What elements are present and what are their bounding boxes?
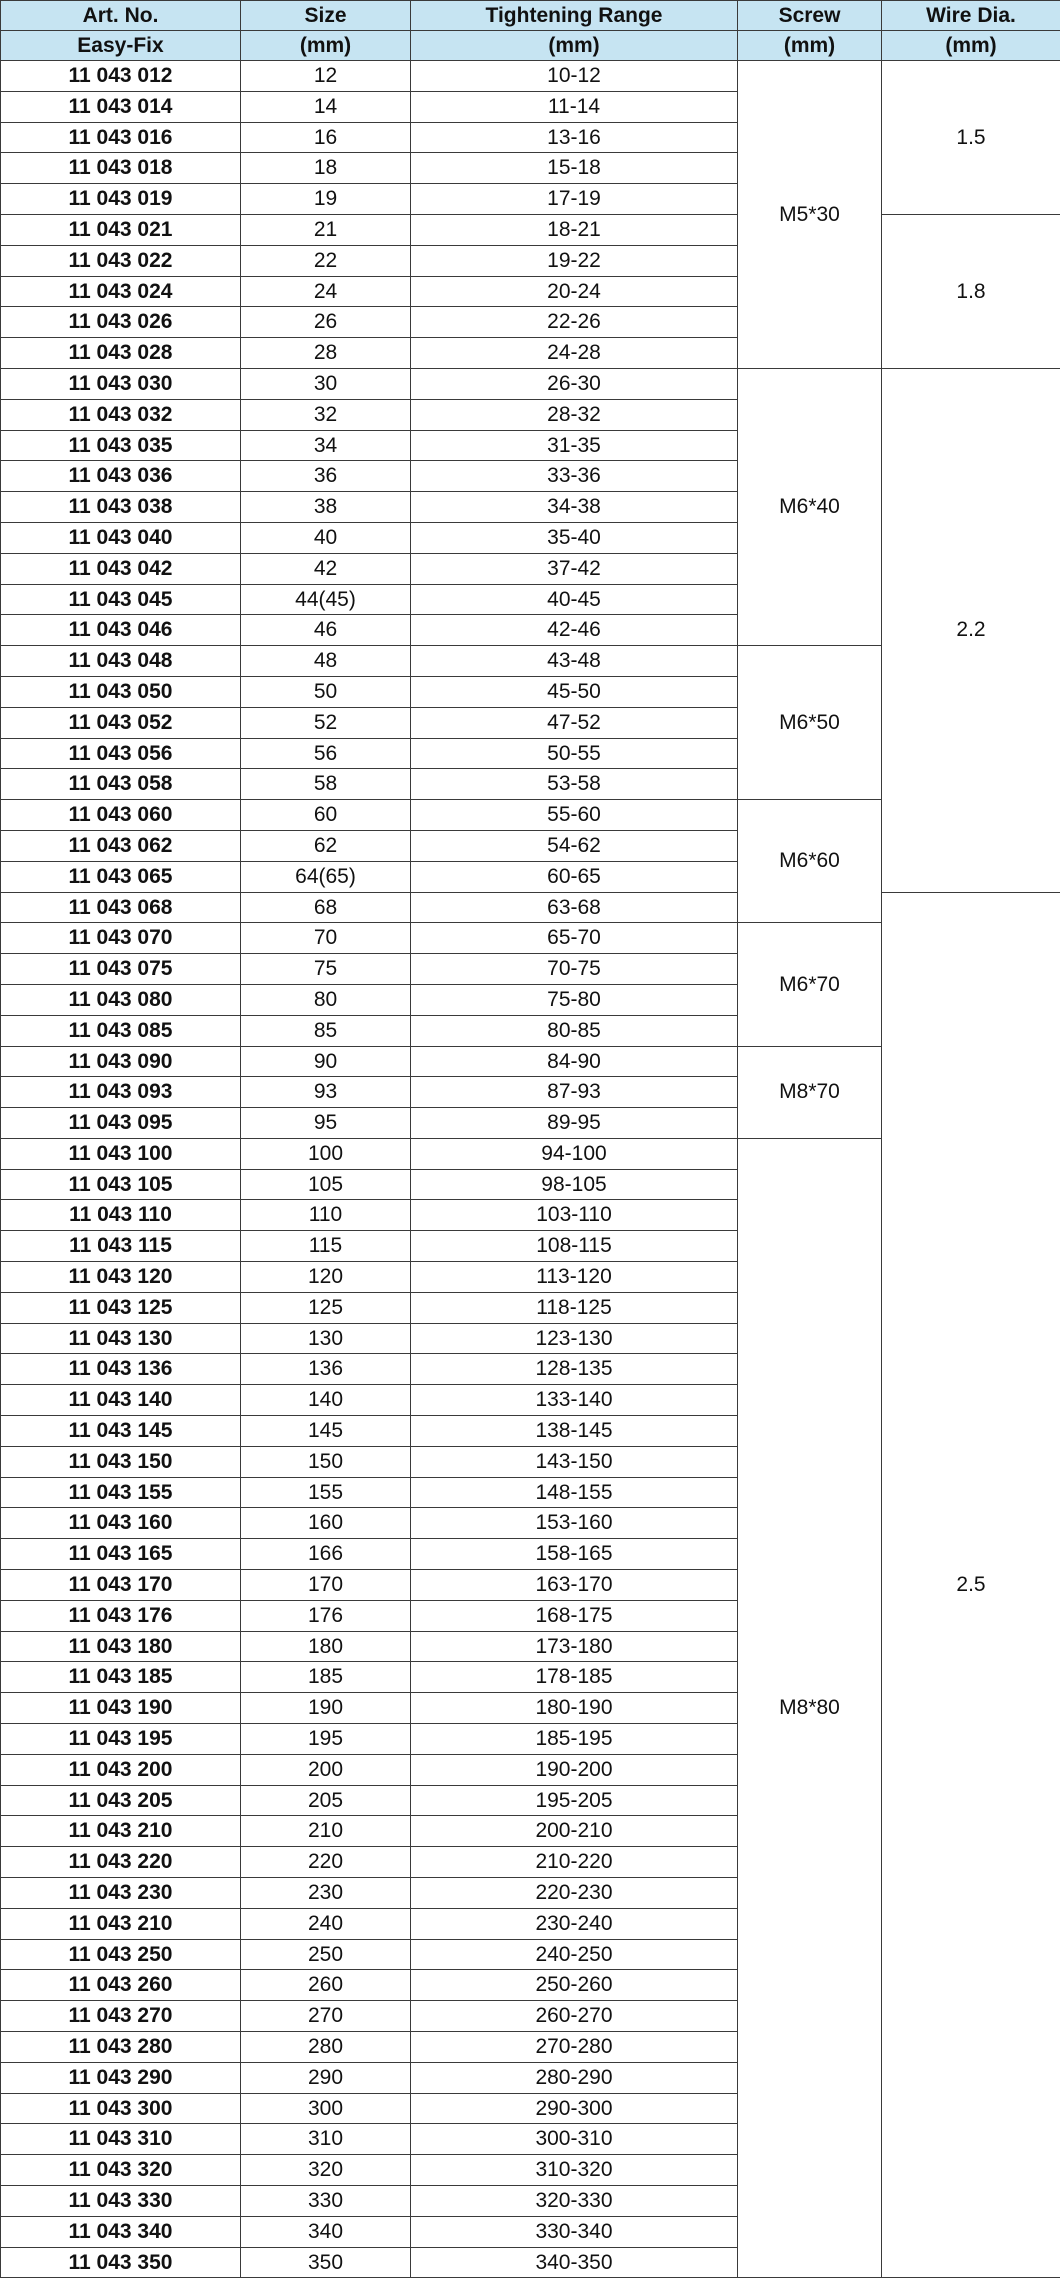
wire-dia-cell: 2.2 bbox=[882, 368, 1060, 892]
tightening-range-cell: 98-105 bbox=[411, 1169, 738, 1200]
tightening-range-cell: 133-140 bbox=[411, 1385, 738, 1416]
art-no-cell: 11 043 048 bbox=[1, 646, 241, 677]
art-no-cell: 11 043 136 bbox=[1, 1354, 241, 1385]
tightening-range-cell: 63-68 bbox=[411, 892, 738, 923]
art-no-cell: 11 043 024 bbox=[1, 276, 241, 307]
size-cell: 240 bbox=[241, 1908, 411, 1939]
size-cell: 40 bbox=[241, 522, 411, 553]
tightening-range-cell: 54-62 bbox=[411, 830, 738, 861]
tightening-range-cell: 10-12 bbox=[411, 61, 738, 92]
screw-cell: M8*80 bbox=[738, 1138, 882, 2277]
col-unit-screw: (mm) bbox=[738, 31, 882, 61]
tightening-range-cell: 200-210 bbox=[411, 1816, 738, 1847]
size-cell: 24 bbox=[241, 276, 411, 307]
art-no-cell: 11 043 060 bbox=[1, 800, 241, 831]
art-no-cell: 11 043 014 bbox=[1, 91, 241, 122]
table-row bbox=[1, 368, 1060, 399]
tightening-range-cell: 148-155 bbox=[411, 1477, 738, 1508]
art-no-cell: 11 043 210 bbox=[1, 1816, 241, 1847]
art-no-cell: 11 043 052 bbox=[1, 707, 241, 738]
art-no-cell: 11 043 016 bbox=[1, 122, 241, 153]
tightening-range-cell: 195-205 bbox=[411, 1785, 738, 1816]
art-no-cell: 11 043 170 bbox=[1, 1570, 241, 1601]
table-row bbox=[1, 61, 1060, 92]
tightening-range-cell: 34-38 bbox=[411, 492, 738, 523]
size-cell: 64(65) bbox=[241, 861, 411, 892]
table-row bbox=[1, 892, 1060, 923]
art-no-cell: 11 043 300 bbox=[1, 2093, 241, 2124]
tightening-range-cell: 153-160 bbox=[411, 1508, 738, 1539]
screw-cell: M6*60 bbox=[738, 800, 882, 923]
art-no-cell: 11 043 036 bbox=[1, 461, 241, 492]
size-cell: 115 bbox=[241, 1231, 411, 1262]
header-subrow bbox=[1, 31, 1060, 61]
size-cell: 130 bbox=[241, 1323, 411, 1354]
tightening-range-cell: 17-19 bbox=[411, 184, 738, 215]
art-no-cell: 11 043 019 bbox=[1, 184, 241, 215]
size-cell: 62 bbox=[241, 830, 411, 861]
tightening-range-cell: 260-270 bbox=[411, 2001, 738, 2032]
col-header-wire-dia: Wire Dia. bbox=[882, 1, 1060, 31]
size-cell: 166 bbox=[241, 1539, 411, 1570]
tightening-range-cell: 33-36 bbox=[411, 461, 738, 492]
tightening-range-cell: 178-185 bbox=[411, 1662, 738, 1693]
size-cell: 90 bbox=[241, 1046, 411, 1077]
size-cell: 220 bbox=[241, 1847, 411, 1878]
size-cell: 145 bbox=[241, 1416, 411, 1447]
size-cell: 36 bbox=[241, 461, 411, 492]
art-no-cell: 11 043 030 bbox=[1, 368, 241, 399]
size-cell: 180 bbox=[241, 1631, 411, 1662]
tightening-range-cell: 94-100 bbox=[411, 1138, 738, 1169]
tightening-range-cell: 163-170 bbox=[411, 1570, 738, 1601]
size-cell: 93 bbox=[241, 1077, 411, 1108]
size-cell: 30 bbox=[241, 368, 411, 399]
size-cell: 195 bbox=[241, 1724, 411, 1755]
screw-cell: M5*30 bbox=[738, 61, 882, 369]
art-no-cell: 11 043 230 bbox=[1, 1878, 241, 1909]
tightening-range-cell: 320-330 bbox=[411, 2185, 738, 2216]
art-no-cell: 11 043 075 bbox=[1, 954, 241, 985]
size-cell: 270 bbox=[241, 2001, 411, 2032]
tightening-range-cell: 18-21 bbox=[411, 214, 738, 245]
size-cell: 44(45) bbox=[241, 584, 411, 615]
table-body bbox=[1, 61, 1060, 2278]
art-no-cell: 11 043 220 bbox=[1, 1847, 241, 1878]
size-cell: 26 bbox=[241, 307, 411, 338]
size-cell: 38 bbox=[241, 492, 411, 523]
art-no-cell: 11 043 165 bbox=[1, 1539, 241, 1570]
size-cell: 12 bbox=[241, 61, 411, 92]
art-no-cell: 11 043 140 bbox=[1, 1385, 241, 1416]
screw-cell: M6*50 bbox=[738, 646, 882, 800]
tightening-range-cell: 60-65 bbox=[411, 861, 738, 892]
tightening-range-cell: 26-30 bbox=[411, 368, 738, 399]
size-cell: 50 bbox=[241, 676, 411, 707]
art-no-cell: 11 043 095 bbox=[1, 1108, 241, 1139]
art-no-cell: 11 043 260 bbox=[1, 1970, 241, 2001]
col-unit-wire: (mm) bbox=[882, 31, 1060, 61]
size-cell: 190 bbox=[241, 1693, 411, 1724]
size-cell: 28 bbox=[241, 338, 411, 369]
tightening-range-cell: 35-40 bbox=[411, 522, 738, 553]
tightening-range-cell: 40-45 bbox=[411, 584, 738, 615]
col-header-size: Size bbox=[241, 1, 411, 31]
size-cell: 230 bbox=[241, 1878, 411, 1909]
tightening-range-cell: 280-290 bbox=[411, 2062, 738, 2093]
art-no-cell: 11 043 280 bbox=[1, 2032, 241, 2063]
art-no-cell: 11 043 085 bbox=[1, 1015, 241, 1046]
art-no-cell: 11 043 022 bbox=[1, 245, 241, 276]
size-cell: 340 bbox=[241, 2216, 411, 2247]
art-no-cell: 11 043 070 bbox=[1, 923, 241, 954]
art-no-cell: 11 043 038 bbox=[1, 492, 241, 523]
tightening-range-cell: 89-95 bbox=[411, 1108, 738, 1139]
art-no-cell: 11 043 040 bbox=[1, 522, 241, 553]
size-cell: 120 bbox=[241, 1262, 411, 1293]
art-no-cell: 11 043 110 bbox=[1, 1200, 241, 1231]
size-cell: 350 bbox=[241, 2247, 411, 2278]
art-no-cell: 11 043 021 bbox=[1, 214, 241, 245]
tightening-range-cell: 37-42 bbox=[411, 553, 738, 584]
art-no-cell: 11 043 062 bbox=[1, 830, 241, 861]
size-cell: 16 bbox=[241, 122, 411, 153]
size-cell: 185 bbox=[241, 1662, 411, 1693]
size-cell: 155 bbox=[241, 1477, 411, 1508]
size-cell: 250 bbox=[241, 1939, 411, 1970]
tightening-range-cell: 128-135 bbox=[411, 1354, 738, 1385]
art-no-cell: 11 043 310 bbox=[1, 2124, 241, 2155]
size-cell: 48 bbox=[241, 646, 411, 677]
tightening-range-cell: 42-46 bbox=[411, 615, 738, 646]
size-cell: 46 bbox=[241, 615, 411, 646]
tightening-range-cell: 340-350 bbox=[411, 2247, 738, 2278]
size-cell: 19 bbox=[241, 184, 411, 215]
tightening-range-cell: 43-48 bbox=[411, 646, 738, 677]
col-unit-range: (mm) bbox=[411, 31, 738, 61]
size-cell: 110 bbox=[241, 1200, 411, 1231]
art-no-cell: 11 043 045 bbox=[1, 584, 241, 615]
tightening-range-cell: 230-240 bbox=[411, 1908, 738, 1939]
size-cell: 176 bbox=[241, 1600, 411, 1631]
tightening-range-cell: 158-165 bbox=[411, 1539, 738, 1570]
size-cell: 60 bbox=[241, 800, 411, 831]
col-header-screw: Screw bbox=[738, 1, 882, 31]
tightening-range-cell: 113-120 bbox=[411, 1262, 738, 1293]
art-no-cell: 11 043 056 bbox=[1, 738, 241, 769]
size-cell: 80 bbox=[241, 984, 411, 1015]
screw-cell: M6*70 bbox=[738, 923, 882, 1046]
art-no-cell: 11 043 185 bbox=[1, 1662, 241, 1693]
tightening-range-cell: 240-250 bbox=[411, 1939, 738, 1970]
col-unit-size: (mm) bbox=[241, 31, 411, 61]
art-no-cell: 11 043 250 bbox=[1, 1939, 241, 1970]
art-no-cell: 11 043 270 bbox=[1, 2001, 241, 2032]
tightening-range-cell: 53-58 bbox=[411, 769, 738, 800]
art-no-cell: 11 043 176 bbox=[1, 1600, 241, 1631]
tightening-range-cell: 250-260 bbox=[411, 1970, 738, 2001]
tightening-range-cell: 55-60 bbox=[411, 800, 738, 831]
tightening-range-cell: 300-310 bbox=[411, 2124, 738, 2155]
art-no-cell: 11 043 058 bbox=[1, 769, 241, 800]
art-no-cell: 11 043 120 bbox=[1, 1262, 241, 1293]
art-no-cell: 11 043 028 bbox=[1, 338, 241, 369]
size-cell: 58 bbox=[241, 769, 411, 800]
size-cell: 70 bbox=[241, 923, 411, 954]
size-cell: 95 bbox=[241, 1108, 411, 1139]
header-row bbox=[1, 1, 1060, 31]
tightening-range-cell: 168-175 bbox=[411, 1600, 738, 1631]
col-header-tightening-range: Tightening Range bbox=[411, 1, 738, 31]
art-no-cell: 11 043 180 bbox=[1, 1631, 241, 1662]
size-cell: 150 bbox=[241, 1446, 411, 1477]
screw-cell: M8*70 bbox=[738, 1046, 882, 1138]
art-no-cell: 11 043 100 bbox=[1, 1138, 241, 1169]
art-no-cell: 11 043 155 bbox=[1, 1477, 241, 1508]
tightening-range-cell: 330-340 bbox=[411, 2216, 738, 2247]
size-cell: 56 bbox=[241, 738, 411, 769]
size-cell: 85 bbox=[241, 1015, 411, 1046]
tightening-range-cell: 185-195 bbox=[411, 1724, 738, 1755]
tightening-range-cell: 87-93 bbox=[411, 1077, 738, 1108]
tightening-range-cell: 108-115 bbox=[411, 1231, 738, 1262]
size-cell: 136 bbox=[241, 1354, 411, 1385]
tightening-range-cell: 28-32 bbox=[411, 399, 738, 430]
size-cell: 310 bbox=[241, 2124, 411, 2155]
art-no-cell: 11 043 093 bbox=[1, 1077, 241, 1108]
tightening-range-cell: 15-18 bbox=[411, 153, 738, 184]
art-no-cell: 11 043 350 bbox=[1, 2247, 241, 2278]
art-no-cell: 11 043 026 bbox=[1, 307, 241, 338]
art-no-cell: 11 043 160 bbox=[1, 1508, 241, 1539]
tightening-range-cell: 24-28 bbox=[411, 338, 738, 369]
size-cell: 330 bbox=[241, 2185, 411, 2216]
art-no-cell: 11 043 042 bbox=[1, 553, 241, 584]
tightening-range-cell: 173-180 bbox=[411, 1631, 738, 1662]
art-no-cell: 11 043 290 bbox=[1, 2062, 241, 2093]
art-no-cell: 11 043 130 bbox=[1, 1323, 241, 1354]
size-cell: 21 bbox=[241, 214, 411, 245]
tightening-range-cell: 143-150 bbox=[411, 1446, 738, 1477]
art-no-cell: 11 043 340 bbox=[1, 2216, 241, 2247]
size-cell: 205 bbox=[241, 1785, 411, 1816]
tightening-range-cell: 290-300 bbox=[411, 2093, 738, 2124]
tightening-range-cell: 45-50 bbox=[411, 676, 738, 707]
tightening-range-cell: 65-70 bbox=[411, 923, 738, 954]
size-cell: 320 bbox=[241, 2155, 411, 2186]
art-no-cell: 11 043 018 bbox=[1, 153, 241, 184]
tightening-range-cell: 210-220 bbox=[411, 1847, 738, 1878]
art-no-cell: 11 043 145 bbox=[1, 1416, 241, 1447]
tightening-range-cell: 75-80 bbox=[411, 984, 738, 1015]
art-no-cell: 11 043 195 bbox=[1, 1724, 241, 1755]
art-no-cell: 11 043 210 bbox=[1, 1908, 241, 1939]
wire-dia-cell: 1.8 bbox=[882, 214, 1060, 368]
size-cell: 100 bbox=[241, 1138, 411, 1169]
size-cell: 125 bbox=[241, 1292, 411, 1323]
art-no-cell: 11 043 032 bbox=[1, 399, 241, 430]
size-cell: 280 bbox=[241, 2032, 411, 2063]
size-cell: 68 bbox=[241, 892, 411, 923]
size-cell: 32 bbox=[241, 399, 411, 430]
size-cell: 210 bbox=[241, 1816, 411, 1847]
size-cell: 200 bbox=[241, 1754, 411, 1785]
wire-dia-cell: 2.5 bbox=[882, 892, 1060, 2278]
screw-cell: M6*40 bbox=[738, 368, 882, 645]
art-no-cell: 11 043 320 bbox=[1, 2155, 241, 2186]
art-no-cell: 11 043 050 bbox=[1, 676, 241, 707]
art-no-cell: 11 043 012 bbox=[1, 61, 241, 92]
size-cell: 160 bbox=[241, 1508, 411, 1539]
tightening-range-cell: 103-110 bbox=[411, 1200, 738, 1231]
tightening-range-cell: 20-24 bbox=[411, 276, 738, 307]
tightening-range-cell: 11-14 bbox=[411, 91, 738, 122]
size-cell: 42 bbox=[241, 553, 411, 584]
tightening-range-cell: 47-52 bbox=[411, 707, 738, 738]
size-cell: 18 bbox=[241, 153, 411, 184]
art-no-cell: 11 043 090 bbox=[1, 1046, 241, 1077]
tightening-range-cell: 180-190 bbox=[411, 1693, 738, 1724]
size-cell: 170 bbox=[241, 1570, 411, 1601]
wire-dia-cell: 1.5 bbox=[882, 61, 1060, 215]
tightening-range-cell: 123-130 bbox=[411, 1323, 738, 1354]
size-cell: 75 bbox=[241, 954, 411, 985]
size-cell: 22 bbox=[241, 245, 411, 276]
art-no-cell: 11 043 190 bbox=[1, 1693, 241, 1724]
art-no-cell: 11 043 105 bbox=[1, 1169, 241, 1200]
art-no-cell: 11 043 035 bbox=[1, 430, 241, 461]
art-no-cell: 11 043 115 bbox=[1, 1231, 241, 1262]
art-no-cell: 11 043 080 bbox=[1, 984, 241, 1015]
size-cell: 260 bbox=[241, 1970, 411, 2001]
tightening-range-cell: 13-16 bbox=[411, 122, 738, 153]
size-cell: 14 bbox=[241, 91, 411, 122]
tightening-range-cell: 118-125 bbox=[411, 1292, 738, 1323]
art-no-cell: 11 043 150 bbox=[1, 1446, 241, 1477]
tightening-range-cell: 50-55 bbox=[411, 738, 738, 769]
tightening-range-cell: 80-85 bbox=[411, 1015, 738, 1046]
art-no-cell: 11 043 330 bbox=[1, 2185, 241, 2216]
tightening-range-cell: 84-90 bbox=[411, 1046, 738, 1077]
art-no-cell: 11 043 125 bbox=[1, 1292, 241, 1323]
table-row bbox=[1, 214, 1060, 245]
tightening-range-cell: 138-145 bbox=[411, 1416, 738, 1447]
tightening-range-cell: 310-320 bbox=[411, 2155, 738, 2186]
tightening-range-cell: 270-280 bbox=[411, 2032, 738, 2063]
size-cell: 105 bbox=[241, 1169, 411, 1200]
table-header bbox=[1, 1, 1060, 61]
tightening-range-cell: 31-35 bbox=[411, 430, 738, 461]
art-no-cell: 11 043 046 bbox=[1, 615, 241, 646]
size-cell: 290 bbox=[241, 2062, 411, 2093]
col-subheader-easy-fix: Easy-Fix bbox=[1, 31, 241, 61]
col-header-art-no: Art. No. bbox=[1, 1, 241, 31]
size-cell: 52 bbox=[241, 707, 411, 738]
art-no-cell: 11 043 068 bbox=[1, 892, 241, 923]
art-no-cell: 11 043 205 bbox=[1, 1785, 241, 1816]
tightening-range-cell: 22-26 bbox=[411, 307, 738, 338]
tightening-range-cell: 19-22 bbox=[411, 245, 738, 276]
art-no-cell: 11 043 200 bbox=[1, 1754, 241, 1785]
tightening-range-cell: 190-200 bbox=[411, 1754, 738, 1785]
art-no-cell: 11 043 065 bbox=[1, 861, 241, 892]
size-cell: 34 bbox=[241, 430, 411, 461]
size-cell: 300 bbox=[241, 2093, 411, 2124]
tightening-range-cell: 220-230 bbox=[411, 1878, 738, 1909]
size-cell: 140 bbox=[241, 1385, 411, 1416]
tightening-range-cell: 70-75 bbox=[411, 954, 738, 985]
